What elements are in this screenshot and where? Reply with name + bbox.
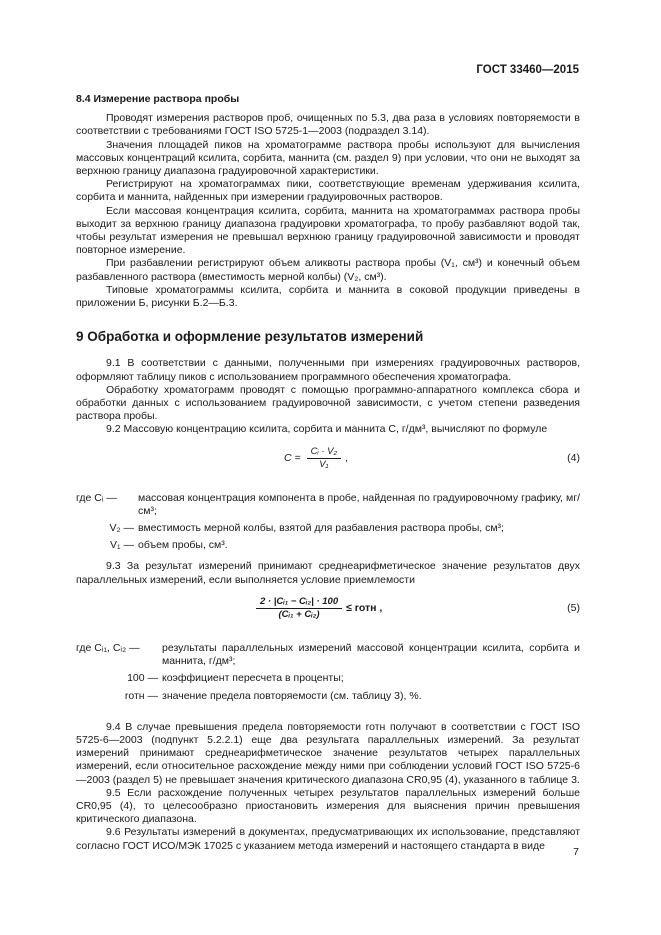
definition-text: вместимость мерной колбы, взятой для разбавления раствора пробы, см³;: [138, 522, 504, 535]
definition-text: значение предела повторяемости (см. таблицу 3), %.: [162, 689, 422, 702]
definition-text: результаты параллельных измерений массовой концентрации ксилита, сорбита и маннита, г/дм³;: [162, 641, 580, 668]
definition-item: [76, 522, 580, 535]
formula-4-number: (4): [567, 451, 580, 464]
definition-label: V₁ —: [110, 539, 134, 552]
formula-5-denominator: (Cᵢ₁ + Cᵢ₂): [278, 608, 320, 620]
definition-label: rотн —: [124, 689, 158, 702]
paragraph: 9.5 Если расхождение полученных четырех результатов параллельных измерений больше CR0,95 (4), то целесообразно приостановить измерения для выяснения причин превышения критического диапазона.: [76, 786, 580, 826]
definition-text: массовая концентрация компонента в пробе, найденная по градуировочному графику, мг/см³;: [138, 491, 580, 517]
paragraph: Проводят измерения растворов проб, очищенных по 5.3, два раза в условиях повторяемости в соответствии с требованиями ГОСТ ISO 5725-1—2003 (подраздел 3.14).: [76, 112, 580, 138]
standard-designation: ГОСТ 33460—2015: [476, 64, 579, 76]
paragraph: 9.2 Массовую концентрацию ксилита, сорбита и маннита C, г/дм³, вычисляют по формуле: [106, 423, 548, 436]
definition-item: [76, 492, 580, 518]
definition-label: где Cᵢ₁, Cᵢ₂ —: [76, 641, 140, 654]
section-9-heading: 9 Обработка и оформление результатов измерений: [76, 329, 424, 345]
formula-4: [76, 440, 580, 486]
formula-4-lhs: C =: [284, 451, 301, 464]
definition-label: где Cᵢ —: [76, 491, 117, 504]
paragraph: При разбавлении регистрируют объем аликвоты раствора пробы (V₁, см³) и конечный объем разбавленного раствора (вместимость мерной колбы) (V₂, см³).: [76, 257, 580, 283]
paragraph: 9.3 За результат измерений принимают среднеарифметическое значение результатов двух параллельных измерений, если выполняется условие приемлемости: [76, 560, 580, 586]
definition-item: [76, 672, 580, 685]
formula-4-definitions: [76, 492, 580, 553]
formula-5-numerator: 2 · |Cᵢ₁ − Cᵢ₂| · 100: [256, 596, 342, 609]
paragraph: Регистрируют на хроматограммах пики, соответствующие временам удерживания ксилита, сорбита и маннита, найденных при измерении градуировочных растворов.: [76, 178, 580, 204]
paragraph: Если массовая концентрация ксилита, сорбита, маннита на хроматограммах раствора пробы выходит за верхнюю границу диапазона градуировки хроматографа, то пробу разбавляют водой так, чтобы результат измерения не превышал верхнюю границу градуировочной зависимости и проводят повторное измерение.: [76, 204, 580, 257]
definition-label: 100 —: [127, 672, 158, 685]
formula-4-denominator: V₁: [319, 458, 329, 470]
definition-item: [76, 642, 580, 668]
paragraph: Значения площадей пиков на хроматограмме раствора пробы используют для вычисления массовых концентраций ксилита, сорбита, маннита (см. раздел 9) при условии, что они не выходят за верхнюю границу диапазона градуировочной характеристики.: [76, 138, 580, 178]
paragraph: Обработку хроматограмм проводят с помощью программно-аппаратного комплекса сбора и обработки данных с использованием градуировочной зависимости, с учетом степени разведения раствора пробы.: [76, 383, 580, 423]
paragraph: 9.1 В соответствии с данными, полученными при измерениях градуировочных растворов, оформляют таблицу пиков с использованием программного обеспечения хроматографа.: [76, 357, 580, 383]
formula-5-definitions: [76, 642, 580, 703]
definition-text: коэффициент пересчета в проценты;: [162, 672, 344, 685]
definition-text: объем пробы, см³.: [138, 539, 228, 552]
section-8-4-heading: 8.4 Измерение раствора пробы: [76, 93, 240, 105]
formula-5: [76, 590, 580, 636]
formula-4-numerator: Cᵢ · V₂: [307, 446, 341, 459]
document-body: [76, 93, 580, 853]
formula-5-condition: ≤ rотн ,: [346, 601, 383, 614]
definition-item: [76, 690, 580, 703]
paragraph: 9.4 В случае превышения предела повторяемости rотн получают в соответствии с ГОСТ ISO 5725-6—2003 (подпункт 5.2.2.1) еще два результата параллельных измерений. За результат измерений принимают среднеарифметическое значение результатов четырех параллельных измерений, если относительное расхождение между ними при соблюдении условий ГОСТ ISO 5725-6—2003 (раздел 5) не превышает значения критического диапазона CR0,95 (4), указанного в таблице 3.: [76, 720, 580, 786]
page-number: 7: [573, 846, 579, 858]
definition-item: [76, 539, 580, 552]
paragraph: Типовые хроматограммы ксилита, сорбита и маннита в соковой продукции приведены в приложении Б, рисунки Б.2—Б.3.: [76, 283, 580, 310]
formula-5-number: (5): [567, 601, 580, 614]
formula-4-comma: ,: [345, 451, 349, 464]
paragraph: 9.6 Результаты измерений в документах, предусматривающих их использование, представляют согласно ГОСТ ИСО/МЭК 17025 с указанием метода измерений и настоящего стандарта в виде: [76, 826, 580, 852]
definition-label: V₂ —: [109, 522, 134, 535]
